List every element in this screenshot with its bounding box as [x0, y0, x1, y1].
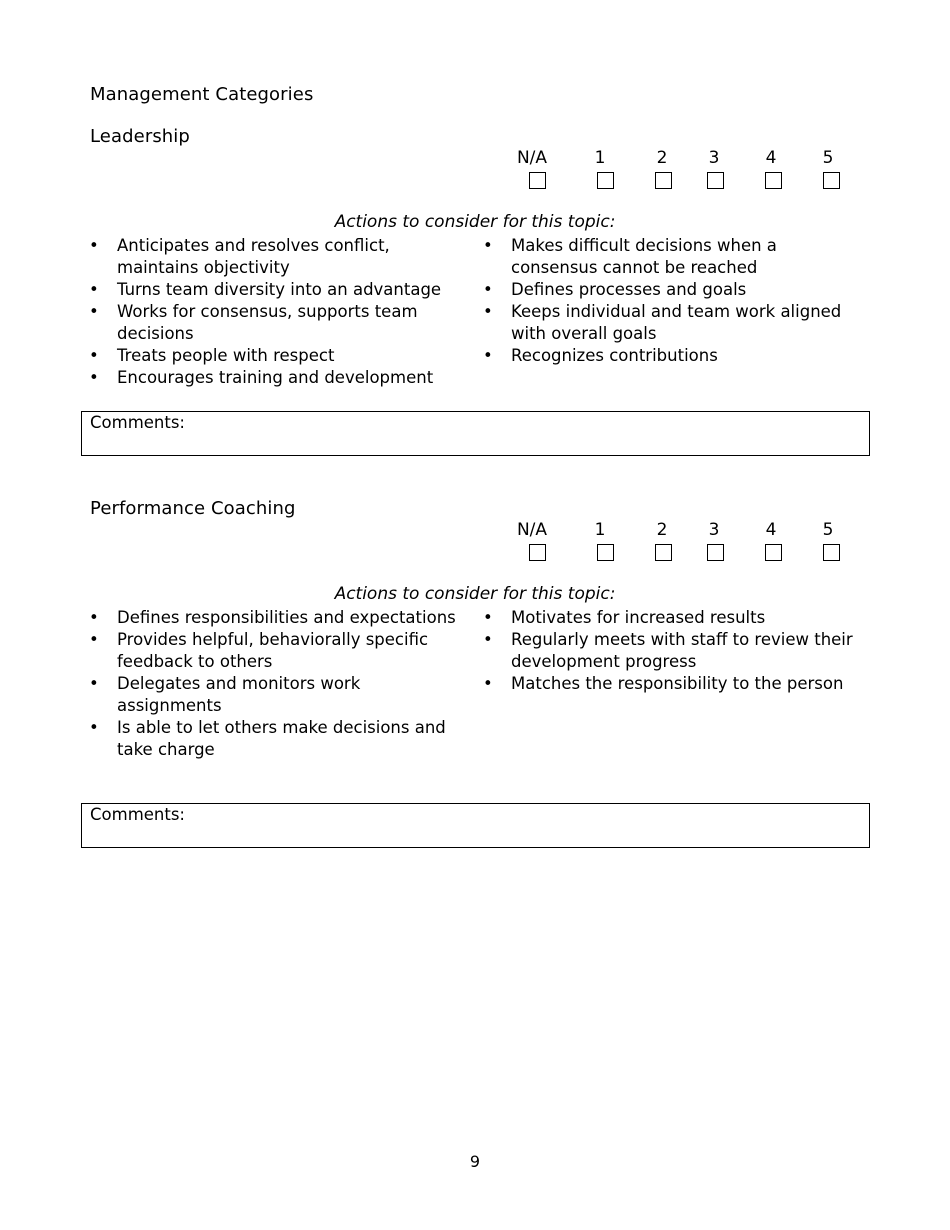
list-item: • Motivates for increased results — [483, 607, 858, 629]
coaching-rating-checkbox-1[interactable] — [597, 544, 614, 561]
list-item: • Provides helpful, behaviorally specific feedback to others — [89, 629, 464, 673]
rating-label-na: N/A — [516, 520, 548, 540]
rating-label-3: 3 — [708, 520, 720, 540]
list-item: • Treats people with respect — [89, 345, 459, 367]
list-item: • Turns team diversity into an advantage — [89, 279, 459, 301]
page-number: 9 — [469, 1152, 481, 1171]
rating-label-5: 5 — [822, 148, 834, 168]
section-title-leadership: Leadership — [90, 126, 190, 147]
list-item: • Delegates and monitors work assignments — [89, 673, 464, 717]
coaching-comments-field[interactable] — [81, 803, 870, 848]
rating-label-1: 1 — [594, 520, 606, 540]
list-item: • Matches the responsibility to the person — [483, 673, 858, 695]
leadership-rating-checkbox-5[interactable] — [823, 172, 840, 189]
section-title-performance-coaching: Performance Coaching — [90, 498, 296, 519]
coaching-actions-left — [89, 607, 464, 761]
rating-label-3: 3 — [708, 148, 720, 168]
coaching-rating-checkbox-2[interactable] — [655, 544, 672, 561]
list-item: • Is able to let others make decisions and take charge — [89, 717, 464, 761]
list-item: • Defines responsibilities and expectations — [89, 607, 464, 629]
rating-label-na: N/A — [516, 148, 548, 168]
coaching-rating-checkbox-3[interactable] — [707, 544, 724, 561]
list-item: • Encourages training and development — [89, 367, 459, 389]
leadership-rating-checkbox-1[interactable] — [597, 172, 614, 189]
coaching-rating-checkbox-5[interactable] — [823, 544, 840, 561]
list-item: • Works for consensus, supports team decisions — [89, 301, 459, 345]
list-item: • Anticipates and resolves conflict, maintains objectivity — [89, 235, 459, 279]
leadership-rating-checkbox-2[interactable] — [655, 172, 672, 189]
rating-label-2: 2 — [656, 148, 668, 168]
rating-label-4: 4 — [765, 148, 777, 168]
leadership-rating-checkbox-4[interactable] — [765, 172, 782, 189]
comments-label: Comments: — [90, 805, 185, 824]
list-item: • Keeps individual and team work aligned with overall goals — [483, 301, 853, 345]
coaching-rating-checkbox-4[interactable] — [765, 544, 782, 561]
leadership-comments-field[interactable] — [81, 411, 870, 456]
rating-label-4: 4 — [765, 520, 777, 540]
list-item: • Defines processes and goals — [483, 279, 853, 301]
rating-label-2: 2 — [656, 520, 668, 540]
coaching-actions-right — [483, 607, 858, 695]
list-item: • Regularly meets with staff to review their development progress — [483, 629, 858, 673]
actions-heading-performance-coaching: Actions to consider for this topic: — [334, 584, 616, 604]
coaching-rating-checkbox-na[interactable] — [529, 544, 546, 561]
rating-label-1: 1 — [594, 148, 606, 168]
rating-label-5: 5 — [822, 520, 834, 540]
leadership-rating-checkbox-3[interactable] — [707, 172, 724, 189]
leadership-actions-right — [483, 235, 853, 367]
list-item: • Makes difficult decisions when a consensus cannot be reached — [483, 235, 853, 279]
leadership-actions-left — [89, 235, 459, 389]
list-item: • Recognizes contributions — [483, 345, 853, 367]
actions-heading-leadership: Actions to consider for this topic: — [334, 212, 616, 232]
comments-label: Comments: — [90, 413, 185, 432]
page-title: Management Categories — [90, 84, 314, 105]
leadership-rating-checkbox-na[interactable] — [529, 172, 546, 189]
